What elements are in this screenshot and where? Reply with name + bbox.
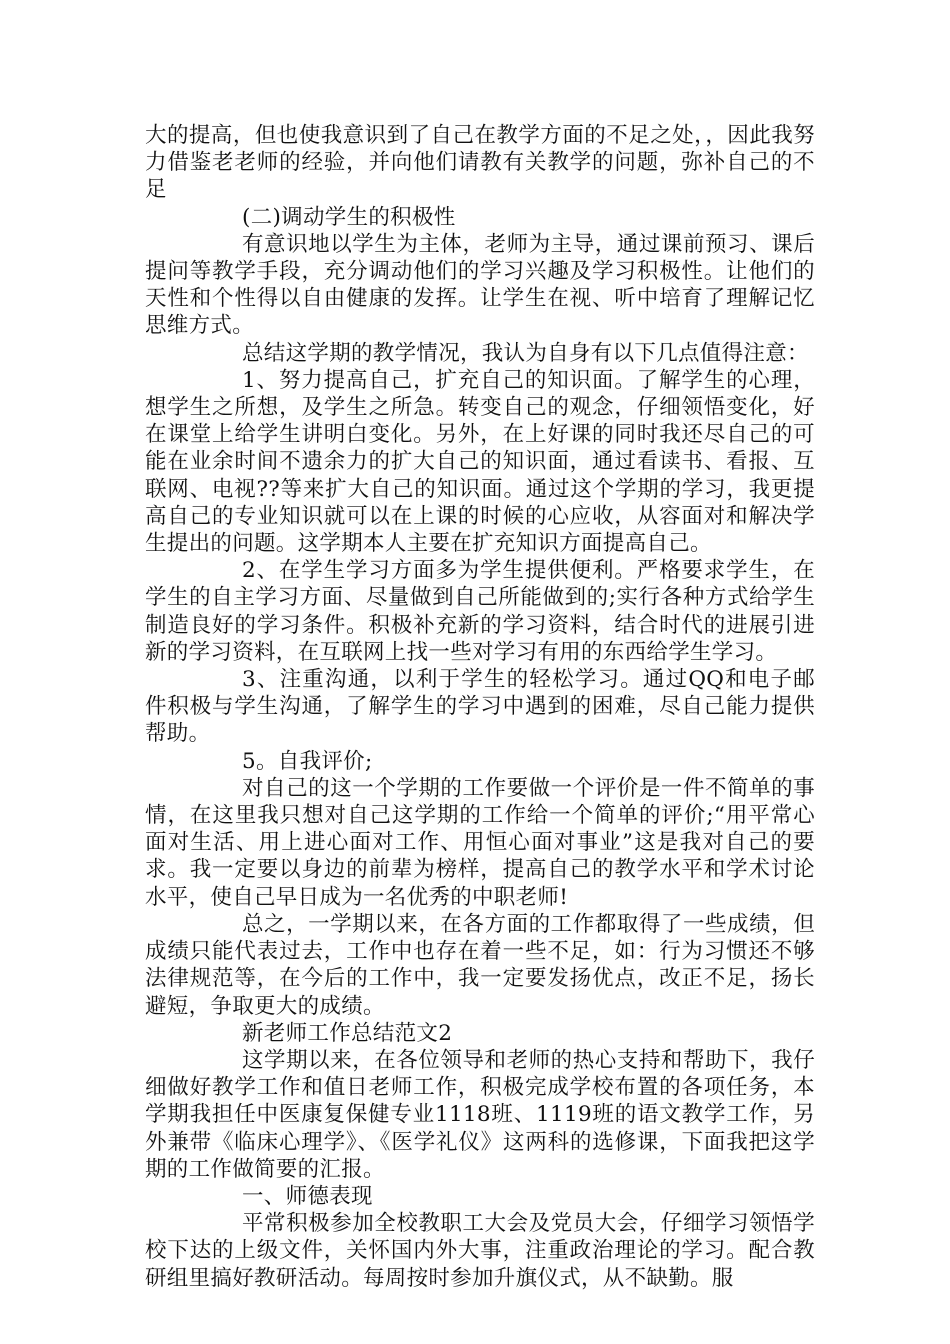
paragraph-4: 总结这学期的教学情况，我认为自身有以下几点值得注意： xyxy=(242,340,809,366)
section-heading-13: 一、师德表现 xyxy=(242,1183,373,1209)
paragraph-14: 平常积极参加全校教职工大会及党员大会，仔细学习领悟学校下达的上级文件，关怀国内外大事，注重政治理论的学习。配合教研组里搞好教研活动。每周按时参加升旗仪式，从不缺勤。服 xyxy=(145,1211,815,1291)
section-heading-2: (二)调动学生的积极性 xyxy=(242,204,456,230)
paragraph-1: 大的提高，但也使我意识到了自己在教学方面的不足之处，，因此我努力借鉴老老师的经验，并向他们请教有关教学的问题，弥补自己的不足 xyxy=(145,123,815,203)
paragraph-12: 这学期以来，在各位领导和老师的热心支持和帮助下，我仔细做好教学工作和值日老师工作，积极完成学校布置的各项任务，本学期我担任中医康复保健专业1118班、1119班的语文教学工作，另外兼带《临床心理学》、《医学礼仪》这两科的选修课，下面我把这学期的工作做简要的汇报。 xyxy=(145,1047,815,1182)
paragraph-10: 总之，一学期以来，在各方面的工作都取得了一些成绩，但成绩只能代表过去，工作中也存在着一些不足，如：行为习惯还不够法律规范等，在今后的工作中，我一定要发扬优点，改正不足，扬长避短，争取更大的成绩。 xyxy=(145,911,815,1019)
section-heading-8: 5。自我评价; xyxy=(242,748,373,774)
document-body xyxy=(145,122,815,1292)
paragraph-3: 有意识地以学生为主体，老师为主导，通过课前预习、课后提问等教学手段，充分调动他们的学习兴趣及学习积极性。让他们的天性和个性得以自由健康的发挥。让学生在视、听中培育了理解记忆思维方式。 xyxy=(145,231,815,339)
paragraph-6: 2、在学生学习方面多为学生提供便利。严格要求学生，在学生的自主学习方面、尽量做到自己所能做到的;实行各种方式给学生制造良好的学习条件。积极补充新的学习资料，结合时代的进展引进新的学习资料，在互联网上找一些对学习有用的东西给学生学习。 xyxy=(145,558,815,665)
section-heading-11: 新老师工作总结范文2 xyxy=(242,1020,453,1046)
paragraph-5: 1、努力提高自己，扩充自己的知识面。了解学生的心理，想学生之所想，及学生之所急。转变自己的观念，仔细领悟变化，好在课堂上给学生讲明白变化。另外，在上好课的同时我还尽自己的可能在业余时间不遗余力的扩大自己的知识面，通过看读书、看报、互联网、电视??等来扩大自己的知识面。通过这个学期的学习，我更提高自己的专业知识就可以在上课的时候的心应收，从容面对和解决学生提出的问题。这学期本人主要在扩充知识方面提高自己。 xyxy=(145,367,815,557)
paragraph-7: 3、注重沟通，以利于学生的轻松学习。通过QQ和电子邮件积极与学生沟通，了解学生的学习中遇到的困难，尽自己能力提供帮助。 xyxy=(145,667,815,747)
paragraph-9: 对自己的这一个学期的工作要做一个评价是一件不简单的事情，在这里我只想对自己这学期的工作给一个简单的评价;“用平常心面对生活、用上进心面对工作、用恒心面对事业”这是我对自己的要求。我一定要以身边的前辈为榜样，提高自己的教学水平和学术讨论水平，使自己早日成为一名优秀的中职老师! xyxy=(145,775,815,910)
